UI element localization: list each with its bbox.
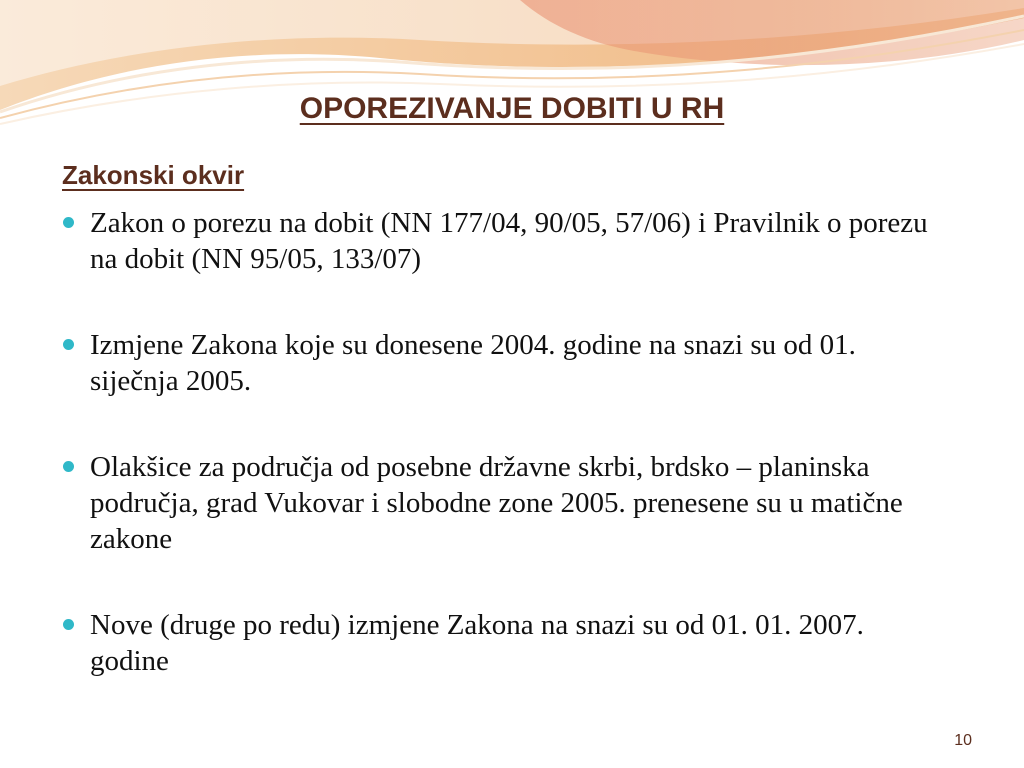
bullet-item: [62, 607, 942, 679]
bullet-list: [62, 205, 942, 679]
bullet-text: Izmjene Zakona koje su donesene 2004. godine na snazi su od 01. siječnja 2005.: [90, 329, 856, 397]
bullet-text: Nove (druge po redu) izmjene Zakona na snazi su od 01. 01. 2007. godine: [90, 609, 864, 677]
bullet-item: [62, 327, 942, 399]
bullet-marker-icon: [63, 461, 74, 472]
bullet-text: Zakon o porezu na dobit (NN 177/04, 90/05, 57/06) i Pravilnik o porezu na dobit (NN 95/05, 133/07): [90, 207, 928, 275]
bullet-text: Olakšice za područja od posebne državne skrbi, brdsko – planinska područja, grad Vukovar i slobodne zone 2005. prenesene su u matične zakone: [90, 451, 903, 555]
bullet-marker-icon: [63, 217, 74, 228]
slide-subtitle: Zakonski okvir: [62, 160, 245, 190]
bullet-item: [62, 205, 942, 277]
bullet-item: [62, 449, 942, 557]
bullet-marker-icon: [63, 339, 74, 350]
bullet-marker-icon: [63, 619, 74, 630]
page-number: 10: [954, 732, 972, 749]
slide-title: OPOREZIVANJE DOBITI U RH: [299, 92, 725, 125]
